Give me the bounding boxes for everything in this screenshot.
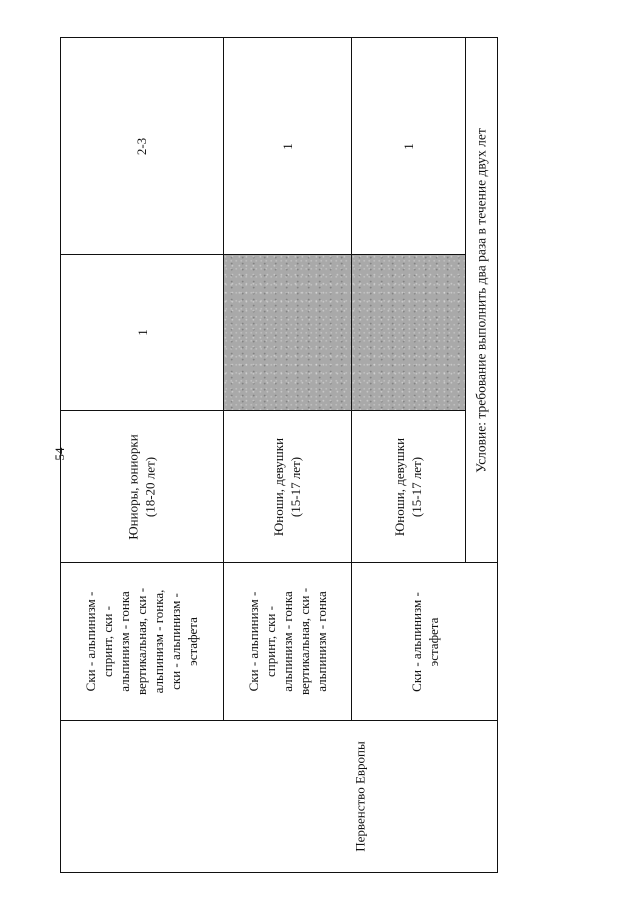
age-text-row1: Юниоры, юниорки (18-20 лет) <box>125 433 158 540</box>
shaded-cell-row2 <box>224 254 352 410</box>
col-a-cell-row1 <box>61 255 223 410</box>
age-text-row2: Юноши, девушки (15-17 лет) <box>271 437 304 536</box>
discipline-text-row1: Ски - альпинизм - спринт, ски - альпинизм - гонка вертикальная, ски - альпинизм - гонка, ски - альпинизм - эстафета <box>83 587 201 696</box>
page-number: 54 <box>52 447 67 461</box>
shaded-cell-row3 <box>352 254 465 410</box>
col-b-value-row2: 1 <box>280 142 295 150</box>
age-cell-row3 <box>352 411 465 562</box>
competition-label: Первенство Европы <box>353 741 368 852</box>
age-cell-row2 <box>224 411 351 562</box>
col-a-value-row1: 1 <box>134 329 150 336</box>
discipline-cell-row1 <box>61 563 223 720</box>
condition-cell <box>466 38 497 562</box>
col-b-value-row3: 1 <box>401 142 416 150</box>
requirements-table <box>60 37 498 873</box>
discipline-cell-row3 <box>352 563 497 720</box>
col-b-cell-row2 <box>224 38 351 254</box>
col-b-cell-row1 <box>61 38 223 254</box>
age-text-row3: Юноши, девушки (15-17 лет) <box>392 437 425 536</box>
col-b-cell-row3 <box>352 38 465 254</box>
col-b-value-row1: 2-3 <box>134 137 150 155</box>
discipline-text-row3: Ски - альпинизм - эстафета <box>408 591 441 692</box>
discipline-cell-row2 <box>224 563 351 720</box>
age-cell-row1 <box>61 411 223 562</box>
competition-cell <box>224 721 497 872</box>
discipline-text-row2: Ски - альпинизм - спринт, ски - альпинизм - гонка вертикальная, ски - альпинизм - гонка <box>245 587 329 696</box>
condition-text: Условие: требование выполнить два раза в течение двух лет <box>474 127 490 473</box>
